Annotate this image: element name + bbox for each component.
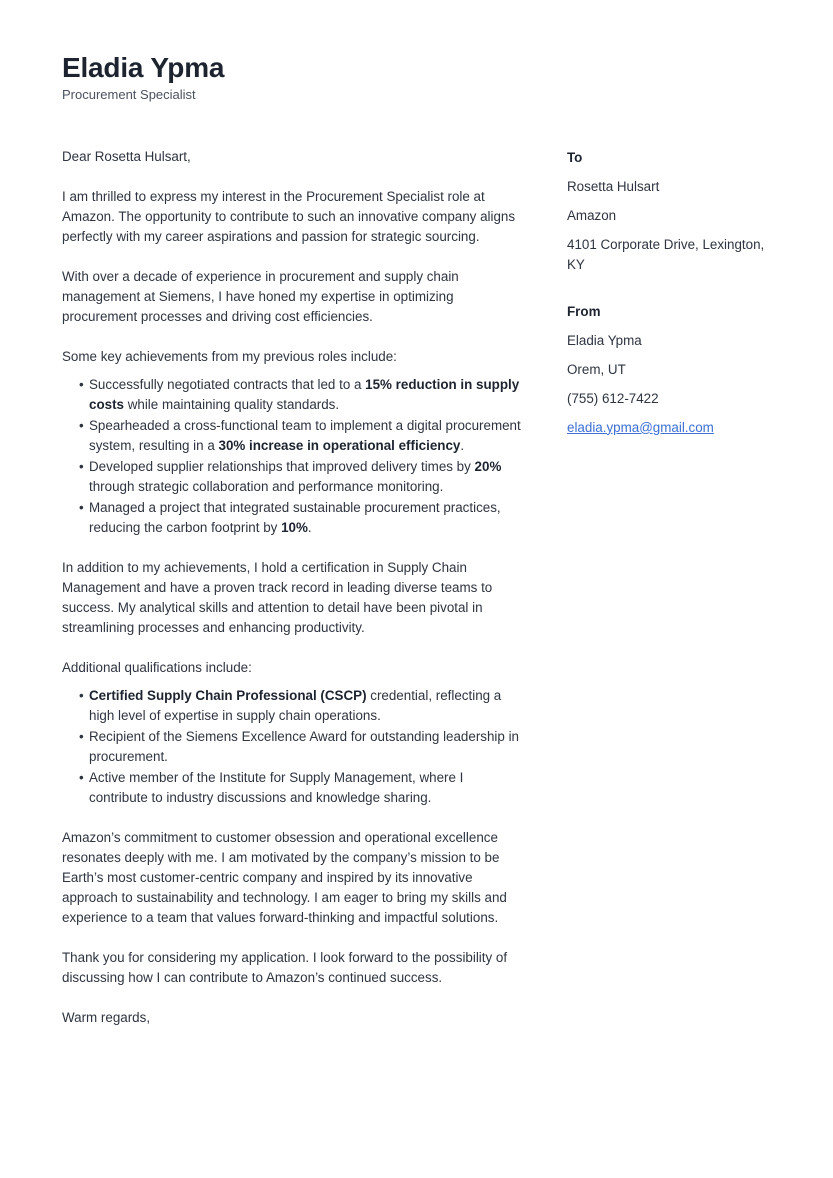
qualifications-list	[62, 686, 522, 808]
list-item	[62, 457, 522, 497]
item-text-after: .	[307, 519, 312, 535]
to-block	[567, 148, 773, 275]
paragraph-certification: In addition to my achievements, I hold a certification in Supply Chain Management and have a proven track record in leading diverse teams to success. My analytical skills and attention to detail have been pivotal in streamlining processes and enhancing productivity.	[62, 559, 493, 635]
paragraph-intro: I am thrilled to express my interest in the Procurement Specialist role at Amazon. The opportunity to contribute to such an innovative company aligns perfectly with my career aspirations and passion for strategic sourcing.	[62, 188, 516, 244]
item-text-after: .	[460, 437, 465, 453]
sender-email-line	[567, 418, 773, 438]
list-item	[62, 727, 522, 767]
salutation: Dear Rosetta Hulsart,	[62, 148, 191, 164]
list-item	[62, 416, 522, 456]
item-text-after: while maintaining quality standards.	[123, 396, 340, 412]
to-heading: To	[567, 149, 583, 165]
from-heading: From	[567, 303, 601, 319]
item-text-bold: 15% reduction in supply costs	[89, 376, 520, 412]
sign-off: Warm regards,	[62, 1009, 151, 1025]
paragraph-thanks: Thank you for considering my application. I look forward to the possibility of discussing how I can contribute to Amazon’s continued success.	[62, 949, 508, 985]
item-text-bold: 20%	[474, 458, 502, 474]
achievements-list	[62, 375, 522, 538]
list-item	[62, 375, 522, 415]
sender-name: Eladia Ypma	[567, 332, 642, 348]
item-text-before: Spearheaded a cross-functional team to implement a digital procurement system, resulting in a	[89, 417, 521, 453]
recipient-address: 4101 Corporate Drive, Lexington, KY	[567, 236, 765, 272]
paragraph-experience: With over a decade of experience in procurement and supply chain management at Siemens, I have honed my expertise in optimizing procurement processes and driving cost efficiencies.	[62, 268, 459, 324]
sender-phone: (755) 612-7422	[567, 390, 659, 406]
letter-body-column	[62, 147, 522, 1048]
item-text-bold: 30% increase in operational efficiency	[218, 437, 461, 453]
letterhead	[62, 52, 771, 103]
content-columns	[62, 147, 771, 1048]
item-text-after: through strategic collaboration and performance monitoring.	[89, 478, 444, 494]
achievements-lead-in: Some key achievements from my previous roles include:	[62, 348, 397, 364]
job-title: Procurement Specialist	[62, 87, 196, 103]
item-text-bold: Certified Supply Chain Professional (CSCP)	[89, 687, 367, 703]
page-title: Eladia Ypma	[62, 52, 225, 83]
item-text-before: Managed a project that integrated sustainable procurement practices, reducing the carbon footprint by	[89, 499, 501, 535]
contact-details-column	[567, 147, 773, 465]
sender-location: Orem, UT	[567, 361, 626, 377]
item-text-bold: 10%	[281, 519, 308, 535]
item-text-before: Recipient of the Siemens Excellence Award for outstanding leadership in procurement.	[89, 728, 519, 764]
qualifications-lead-in: Additional qualifications include:	[62, 659, 252, 675]
from-block	[567, 302, 773, 438]
item-text-before: Developed supplier relationships that improved delivery times by	[89, 458, 475, 474]
item-text-after: credential, reflecting a high level of expertise in supply chain operations.	[89, 687, 502, 723]
item-text-before: Active member of the Institute for Supply Management, where I contribute to industry discussions and knowledge sharing.	[89, 769, 464, 805]
item-text-before: Successfully negotiated contracts that led to a	[89, 376, 366, 392]
paragraph-motivation: Amazon’s commitment to customer obsession and operational excellence resonates deeply with me. I am motivated by the company’s mission to be Earth’s most customer-centric company and inspired by its innovative approach to sustainability and technology. I am eager to bring my skills and experience to a team that values forward-thinking and impactful solutions.	[62, 829, 507, 925]
list-item	[62, 768, 522, 808]
recipient-company: Amazon	[567, 207, 617, 223]
list-item	[62, 498, 522, 538]
list-item	[62, 686, 522, 726]
email-link[interactable]: eladia.ypma@gmail.com	[567, 419, 714, 435]
recipient-name: Rosetta Hulsart	[567, 178, 660, 194]
